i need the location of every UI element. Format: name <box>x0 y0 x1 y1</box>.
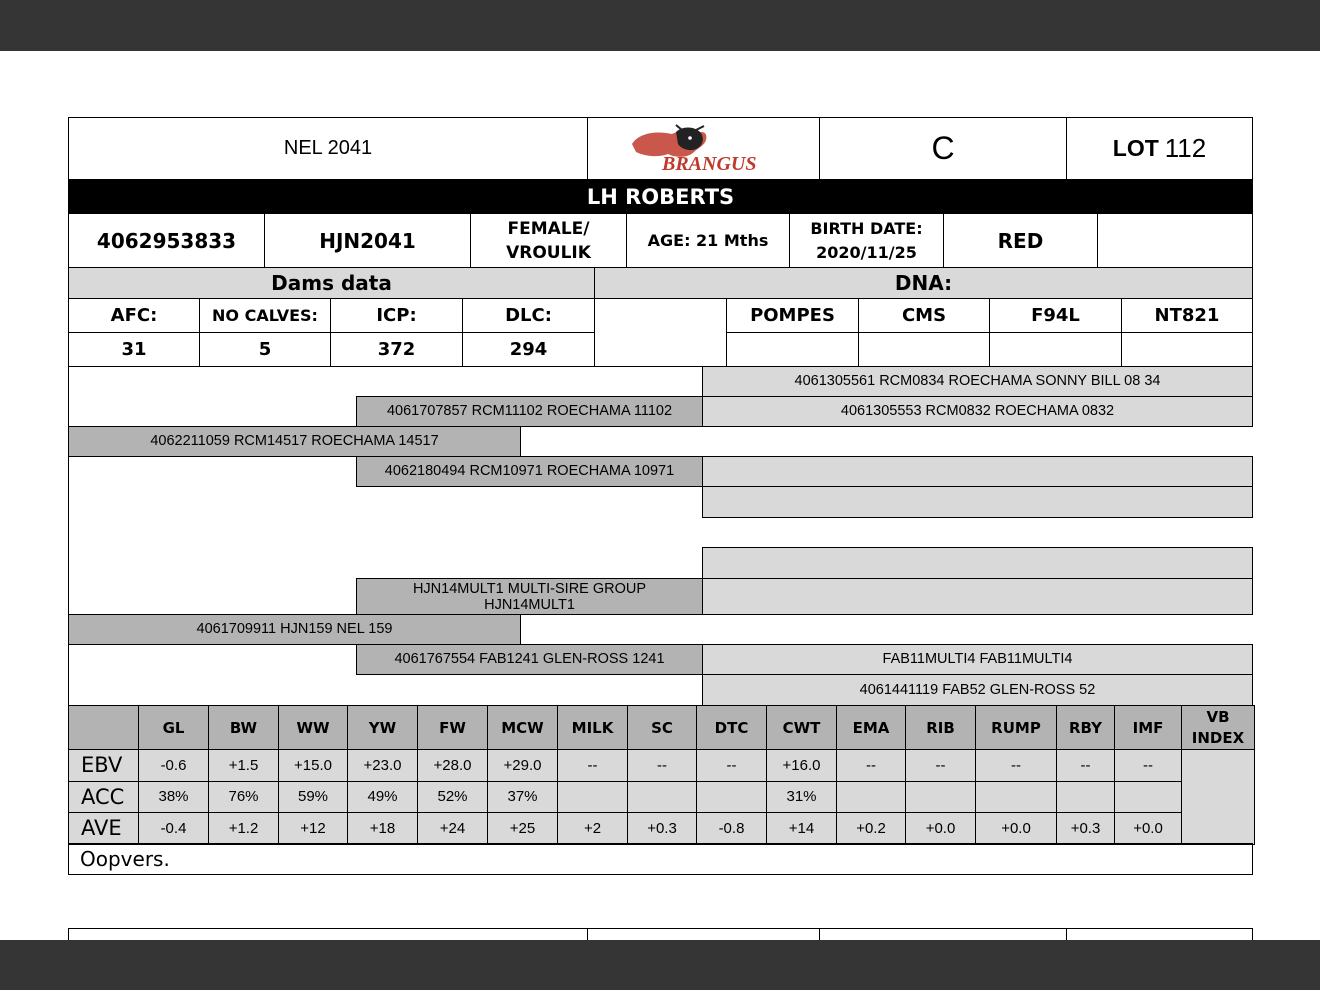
ebv-header-sc: SC <box>628 706 697 750</box>
dams-value-calves: 5 <box>199 332 331 367</box>
dams-header-calves: NO CALVES: <box>199 298 331 333</box>
animal-name: NEL 2041 <box>68 117 588 180</box>
age: AGE: 21 Mths <box>626 213 790 268</box>
acc-cell: 76% <box>209 781 279 813</box>
birth-label: BIRTH DATE: <box>810 218 923 238</box>
ebv-cell: +29.0 <box>488 750 558 782</box>
ebv-cell: -- <box>1057 750 1115 782</box>
acc-cell <box>837 781 906 813</box>
ebv-cell: +16.0 <box>767 750 837 782</box>
dam-sire-line2: HJN14MULT1 <box>484 596 575 613</box>
document-page <box>0 51 1320 940</box>
viewer-top-bar <box>0 0 1320 51</box>
dams-header-afc: AFC: <box>68 298 200 333</box>
ave-cell: +14 <box>767 813 837 845</box>
dams-header-icp: ICP: <box>330 298 463 333</box>
pedigree-dam: 4061709911 HJN159 NEL 159 <box>68 614 521 645</box>
dna-value-cms <box>858 332 990 367</box>
acc-cell <box>976 781 1057 813</box>
sex-line1: FEMALE/ <box>507 218 590 239</box>
acc-cell <box>628 781 697 813</box>
ebv-header-rib: RIB <box>906 706 976 750</box>
row-label-acc: ACC <box>69 781 139 813</box>
ave-cell: +0.0 <box>906 813 976 845</box>
birth-date-value: 2020/11/25 <box>816 242 917 262</box>
lot-number: 112 <box>1164 133 1207 163</box>
ave-cell: +0.2 <box>837 813 906 845</box>
ebv-header-mcw: MCW <box>488 706 558 750</box>
logo-text: BRANGUS <box>661 152 756 174</box>
acc-cell <box>697 781 767 813</box>
vb-line2: INDEX <box>1191 728 1245 747</box>
ave-cell: +18 <box>348 813 418 845</box>
ebv-header-fw: FW <box>418 706 488 750</box>
ebv-cell: -- <box>837 750 906 782</box>
pedigree-sire-sire-sire: 4061305561 RCM0834 ROECHAMA SONNY BILL 08 34 <box>702 366 1253 397</box>
ebv-row-ebv <box>69 750 1255 782</box>
ebv-header-blank <box>69 706 139 750</box>
dna-value-f94l <box>989 332 1122 367</box>
info-extra <box>1097 213 1253 268</box>
ebv-header-vb-index <box>1182 706 1255 750</box>
ave-cell: +0.3 <box>628 813 697 845</box>
ebv-header-ema: EMA <box>837 706 906 750</box>
ave-cell: +1.2 <box>209 813 279 845</box>
ebv-row-ave <box>69 813 1255 845</box>
acc-cell: 38% <box>139 781 209 813</box>
dna-value-pompes <box>726 332 859 367</box>
ave-cell: +2 <box>558 813 628 845</box>
lot-label: LOT <box>1112 135 1159 161</box>
acc-cell <box>558 781 628 813</box>
ebv-cell: -0.6 <box>139 750 209 782</box>
ave-cell: +24 <box>418 813 488 845</box>
dna-value-nt821 <box>1121 332 1253 367</box>
acc-cell: 37% <box>488 781 558 813</box>
ebv-header-milk: MILK <box>558 706 628 750</box>
ebv-header-row <box>69 706 1255 750</box>
ebv-cell: +28.0 <box>418 750 488 782</box>
pedigree-sire-dam-sire <box>702 456 1253 487</box>
dna-title: DNA: <box>594 267 1253 299</box>
ebv-header-rump: RUMP <box>976 706 1057 750</box>
pedigree-dam-dam-dam: 4061441119 FAB52 GLEN-ROSS 52 <box>702 674 1253 706</box>
dam-sire-line1: HJN14MULT1 MULTI-SIRE GROUP <box>412 580 647 597</box>
owner-banner: LH ROBERTS <box>68 180 1253 214</box>
ebv-header-yw: YW <box>348 706 418 750</box>
pedigree-sire-sire: 4061707857 RCM11102 ROECHAMA 11102 <box>356 396 703 427</box>
ebv-header-imf: IMF <box>1115 706 1182 750</box>
viewer-bottom-bar <box>0 940 1320 990</box>
ebv-cell: -- <box>976 750 1057 782</box>
ebv-cell: -- <box>558 750 628 782</box>
ebv-cell: -- <box>628 750 697 782</box>
pedigree-dam-dam-sire: FAB11MULTI4 FAB11MULTI4 <box>702 644 1253 675</box>
pedigree-sire-sire-dam: 4061305553 RCM0832 ROECHAMA 0832 <box>702 396 1253 427</box>
sex <box>470 213 627 268</box>
pedigree-dam-sire-dam <box>702 578 1253 615</box>
ebv-cell: -- <box>906 750 976 782</box>
ebv-cell: -- <box>697 750 767 782</box>
ebv-header-ww: WW <box>279 706 348 750</box>
ebv-header-rby: RBY <box>1057 706 1115 750</box>
ave-cell: -0.4 <box>139 813 209 845</box>
ebv-row-acc <box>69 781 1255 813</box>
pedigree-dam-sire-sire <box>702 547 1253 579</box>
dna-spacer <box>594 298 727 367</box>
pedigree-sire: 4062211059 RCM14517 ROECHAMA 14517 <box>68 426 521 457</box>
sex-line2: VROULIK <box>506 242 591 263</box>
row-label-ebv: EBV <box>69 750 139 782</box>
vb-line1: VB <box>1206 707 1230 726</box>
acc-cell: 49% <box>348 781 418 813</box>
brangus-logo <box>587 117 820 180</box>
ebv-cell: +23.0 <box>348 750 418 782</box>
grade: C <box>819 117 1067 180</box>
lot-box <box>1066 117 1253 180</box>
ave-cell: +0.0 <box>1115 813 1182 845</box>
ave-cell: +0.3 <box>1057 813 1115 845</box>
ebv-cell: -- <box>1115 750 1182 782</box>
id-number: 4062953833 <box>68 213 265 268</box>
pedigree-dam-dam: 4061767554 FAB1241 GLEN-ROSS 1241 <box>356 644 703 675</box>
pedigree-sire-dam-dam <box>702 486 1253 518</box>
dams-header-dlc: DLC: <box>462 298 595 333</box>
ebv-table <box>68 705 1255 845</box>
dna-header-f94l: F94L <box>989 298 1122 333</box>
acc-cell: 59% <box>279 781 348 813</box>
remarks: Oopvers. <box>68 843 1253 875</box>
birth-date <box>789 213 944 268</box>
dams-data-title: Dams data <box>68 267 595 299</box>
ebv-header-bw: BW <box>209 706 279 750</box>
dna-header-cms: CMS <box>858 298 990 333</box>
ave-cell: +12 <box>279 813 348 845</box>
ebv-header-cwt: CWT <box>767 706 837 750</box>
dams-value-icp: 372 <box>330 332 463 367</box>
herd-code: HJN2041 <box>264 213 471 268</box>
dna-header-pompes: POMPES <box>726 298 859 333</box>
acc-cell <box>1115 781 1182 813</box>
ave-cell: +0.0 <box>976 813 1057 845</box>
ave-cell: -0.8 <box>697 813 767 845</box>
acc-cell <box>906 781 976 813</box>
bull-logo-icon <box>624 124 784 174</box>
dams-value-afc: 31 <box>68 332 200 367</box>
colour: RED <box>943 213 1098 268</box>
vb-index-value <box>1182 750 1255 845</box>
dams-value-dlc: 294 <box>462 332 595 367</box>
acc-cell: 52% <box>418 781 488 813</box>
dna-header-nt821: NT821 <box>1121 298 1253 333</box>
pedigree-dam-sire <box>356 578 703 615</box>
ebv-cell: +1.5 <box>209 750 279 782</box>
ebv-header-dtc: DTC <box>697 706 767 750</box>
pedigree-border <box>68 366 69 707</box>
acc-cell <box>1057 781 1115 813</box>
acc-cell: 31% <box>767 781 837 813</box>
ave-cell: +25 <box>488 813 558 845</box>
ebv-header-gl: GL <box>139 706 209 750</box>
row-label-ave: AVE <box>69 813 139 845</box>
pedigree-sire-dam: 4062180494 RCM10971 ROECHAMA 10971 <box>356 456 703 487</box>
ebv-cell: +15.0 <box>279 750 348 782</box>
